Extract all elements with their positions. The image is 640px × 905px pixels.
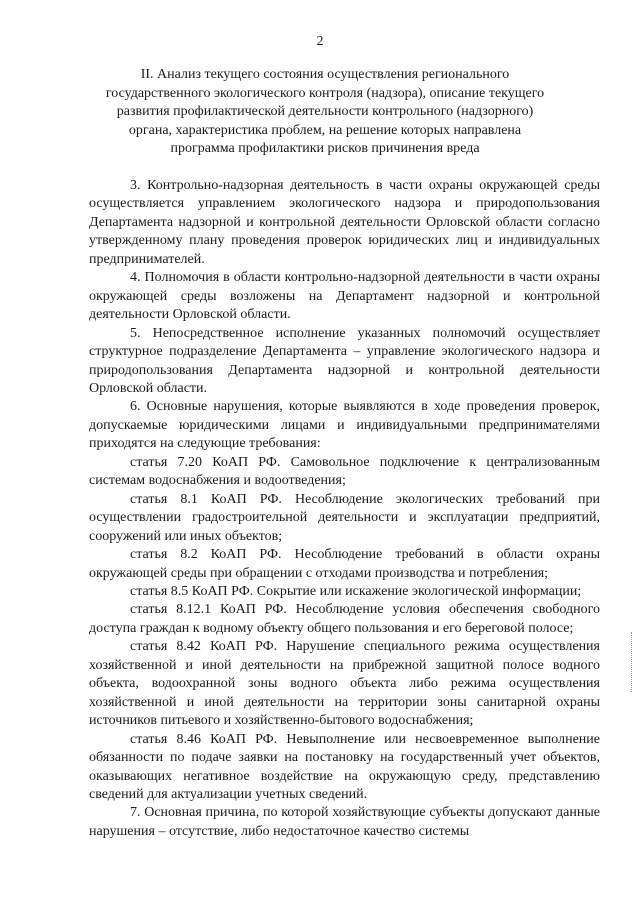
violation-item-8-12-1: статья 8.12.1 КоАП РФ. Несоблюдение условия обеспечения свободного доступа граждан к водному объекту общего пользования и его береговой полосе; bbox=[89, 602, 600, 636]
page-number: 2 bbox=[316, 34, 324, 49]
section-heading: II. Анализ текущего состояния осуществления регионального государственного экологического контроля (надзора), описание текущего развития профилактической деятельности контрольного (надзорного) органа, характеристика проблем, на решение которых направлена программа профилактики рисков причинения вреда bbox=[105, 67, 545, 157]
paragraph-4: 4. Полномочия в области контрольно-надзорной деятельности в части охраны окружающей среды возложены на Департамент надзорной и контрольной деятельности Орловской области. bbox=[89, 270, 600, 323]
paragraph-6: 6. Основные нарушения, которые выявляются в ходе проведения проверок, допускаемые юридическими лицами и индивидуальными предпринимателями приходятся на следующие требования: bbox=[89, 399, 600, 452]
violation-item-8-42: статья 8.42 КоАП РФ. Нарушение специального режима осуществления хозяйственной и иной деятельности на прибрежной защитной полосе водного объекта, водоохранной зоны водного объекта либо режима осуществления хозяйственной и иной деятельности на территории зоны санитарной охраны источников питьевого и хозяйственно-бытового водоснабжения; bbox=[89, 639, 600, 729]
violation-item-8-2: статья 8.2 КоАП РФ. Несоблюдение требований в области охраны окружающей среды при обращении с отходами производства и потребления; bbox=[89, 547, 600, 581]
document-body bbox=[89, 177, 600, 841]
violation-item-7-20: статья 7.20 КоАП РФ. Самовольное подключение к централизованным системам водоснабжения и водоотведения; bbox=[89, 454, 600, 489]
violation-item-8-1: статья 8.1 КоАП РФ. Несоблюдение экологических требований при осуществлении градостроительной деятельности и эксплуатации предприятий, сооружений или иных объектов; bbox=[89, 491, 600, 544]
paragraph-5: 5. Непосредственное исполнение указанных полномочий осуществляет структурное подразделение Департамента – управление экологического надзора и природопользования Департамента надзорной и контрольной деятельности Орловской области. bbox=[89, 325, 600, 396]
scan-margin-mark bbox=[631, 632, 634, 692]
paragraph-7: 7. Основная причина, по которой хозяйствующие субъекты допускают данные нарушения – отсутствие, либо недостаточное качество системы bbox=[89, 805, 600, 839]
paragraph-3: 3. Контрольно-надзорная деятельность в части охраны окружающей среды осуществляется управлением экологического надзора и природопользования Департамента надзорной и контрольной деятельности Орловской области согласно утвержденному плану проведения проверок юридических лиц и индивидуальных предпринимателей. bbox=[89, 178, 600, 267]
violation-item-8-46: статья 8.46 КоАП РФ. Невыполнение или несвоевременное выполнение обязанности по подаче заявки на постановку на государственный учет объектов, оказывающих негативное воздействие на окружающую среду, представлению сведений для актуализации учетных сведений. bbox=[89, 731, 600, 802]
violation-item-8-5: статья 8.5 КоАП РФ. Сокрытие или искажение экологической информации; bbox=[130, 583, 582, 599]
